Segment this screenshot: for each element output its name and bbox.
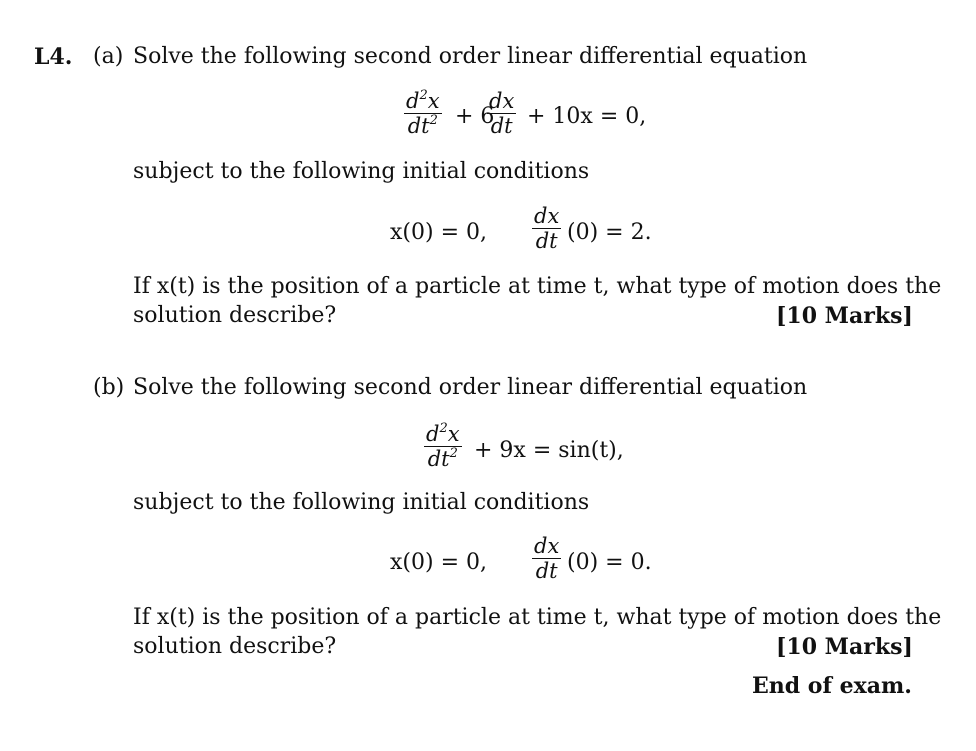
part-a-prompt: Solve the following second order linear differential equation [133, 44, 808, 69]
fraction-numerator: dx [534, 204, 560, 228]
end-of-exam-note: End of exam. [752, 673, 912, 699]
part-b-condition-x0: x(0) = 0, [390, 550, 487, 575]
part-a-marks: [10 Marks] [776, 303, 913, 329]
fraction-denominator: $dt^2$ [427, 446, 458, 472]
fraction-denominator: dt [535, 229, 558, 254]
part-b-conditions-intro: subject to the following initial conditions [133, 490, 590, 515]
part-a-condition-x0: x(0) = 0, [390, 220, 487, 245]
part-b-condition-derivative-value: (0) = 0. [567, 550, 652, 575]
part-b-condition-fraction-dx-dt [532, 535, 561, 582]
part-a-condition-fraction-dx-dt [532, 205, 561, 252]
fraction-numerator: $d^2x$ [426, 421, 460, 446]
part-b-letter: (b) [93, 375, 125, 400]
part-a-conditions-intro: subject to the following initial conditions [133, 159, 590, 184]
part-b-fraction-d2x-dt2 [424, 423, 462, 470]
question-label: L4. [34, 44, 73, 70]
part-b-motion-line-1: If x(t) is the position of a particle at time t, what type of motion does the [133, 605, 942, 630]
part-b-prompt: Solve the following second order linear differential equation [133, 375, 808, 400]
fraction-denominator: $dt^2$ [407, 113, 438, 139]
part-b-marks: [10 Marks] [776, 634, 913, 660]
part-a-condition-derivative-value: (0) = 2. [567, 220, 652, 245]
fraction-numerator: dx [489, 89, 515, 113]
part-a-fraction-d2x-dt2 [404, 90, 442, 137]
part-a-letter: (a) [93, 44, 124, 69]
fraction-denominator: dt [535, 559, 558, 584]
part-b-motion-line-2: solution describe? [133, 634, 337, 659]
part-a-equation-tail: + 10x = 0, [527, 104, 647, 129]
part-a-motion-line-1: If x(t) is the position of a particle at time t, what type of motion does the [133, 274, 942, 299]
part-a-plus-coefficient: + 6 [455, 104, 495, 129]
part-b-equation-tail: + 9x = sin(t), [474, 438, 624, 463]
part-a-fraction-dx-dt [487, 90, 516, 137]
part-a-motion-line-2: solution describe? [133, 303, 337, 328]
fraction-numerator: dx [534, 534, 560, 558]
fraction-numerator: $d^2x$ [406, 88, 440, 113]
fraction-denominator: dt [490, 114, 513, 139]
